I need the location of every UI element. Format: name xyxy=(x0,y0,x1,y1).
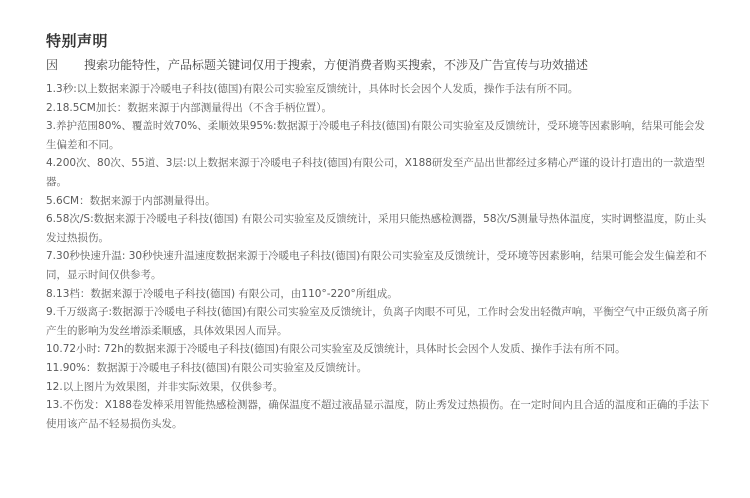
list-item: 12.以上图片为效果图，并非实际效果，仅供参考。 xyxy=(46,380,284,393)
list-item: 1.3秒:以上数据来源于冷暖电子科技(德国)有限公司实验室反馈统计，具体时长会因个人发质，操作手法有所不同。 xyxy=(46,83,579,95)
list-item: 2.18.5CM加长：数据来源于内部测量得出（不含手柄位置）。 xyxy=(46,101,333,114)
page-title: 特别声明 xyxy=(46,32,109,50)
list-item: 8.13档：数据来源于冷暖电子科技(德国) 有限公司，由110°-220°所组成。 xyxy=(46,287,398,300)
list-item: 10.72小时: 72h的数据来源于冷暖电子科技(德国)有限公司实验室及反馈统计，具体时长会因个人发质、操作手法有所不同。 xyxy=(46,343,626,356)
disclaimer-list xyxy=(46,80,712,433)
list-item: 6.58次/S:数据来源于冷暖电子科技(德国) 有限公司实验室及反馈统计，采用只能热感检测器，58次/S测量导热体温度，实时调整温度，防止头发过热损伤。 xyxy=(46,213,707,244)
list-item: 3.养护范围80%、覆盖时效70%、柔顺效果95%:数据源于冷暖电子科技(德国)有限公司实验室及反馈统计，受环境等因素影响，结果可能会发生偏差和不同。 xyxy=(46,120,705,151)
list-item: 4.200次、80次、55道、3层:以上数据来源于冷暖电子科技(德国)有限公司，X188研发至产品出世都经过多精心严谨的设计打造出的一款造型器。 xyxy=(46,157,705,188)
list-item: 11.90%：数据源于冷暖电子科技(德国)有限公司实验室及反馈统计。 xyxy=(46,361,368,374)
intro-label: 因 xyxy=(46,58,59,72)
intro-text: 搜索功能特性，产品标题关键词仅用于搜索，方便消费者购买搜索，不涉及广告宣传与功效描述 xyxy=(84,58,589,72)
intro-line xyxy=(46,56,716,73)
list-item: 9.千万级离子:数据源于冷暖电子科技(德国)有限公司实验室及反馈统计，负离子肉眼不可见，工作时会发出轻微声响，平衡空气中正级负离子所产生的影响为发丝增添柔顺感，具体效果因人而异。 xyxy=(46,306,709,337)
list-item: 7.30秒快速升温: 30秒快速升温速度数据来源于冷暖电子科技(德国)有限公司实验室及反馈统计，受环境等因素影响，结果可能会发生偏差和不同，显示时间仅供参考。 xyxy=(46,250,707,281)
list-item: 13.不伤发：X188卷发棒采用智能热感检测器，确保温度不超过液晶显示温度，防止秀发过热损伤。在一定时间内且合适的温度和正确的手法下使用该产品不轻易损伤头发。 xyxy=(46,399,710,430)
list-item: 5.6CM：数据来源于内部测量得出。 xyxy=(46,194,216,207)
